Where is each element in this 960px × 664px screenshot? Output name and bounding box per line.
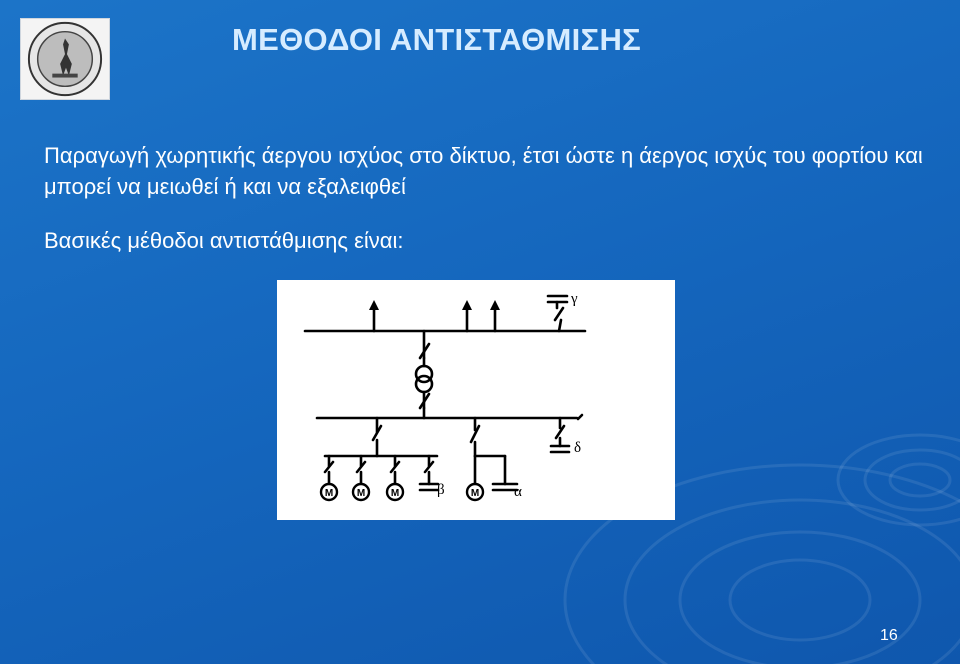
motor-2-label: M (356, 488, 366, 499)
page-number: 16 (880, 627, 898, 644)
intro-paragraph: Παραγωγή χωρητικής άεργου ισχύος στο δίκτυο, έτσι ώστε η άεργος ισχύς του φορτίου και μπορεί να μειωθεί ή και να εξαλειφθεί (44, 143, 923, 199)
motor-4-label: M (470, 488, 480, 499)
label-alpha: α (514, 484, 522, 500)
motor-1-label: M (324, 488, 334, 499)
slide-title: ΜΕΘΟΔΟΙ ΑΝΤΙΣΤΑΘΜΙΣΗΣ (232, 22, 642, 57)
label-beta: β (437, 482, 445, 498)
label-delta: δ (574, 440, 582, 456)
label-gamma: γ (571, 291, 578, 307)
methods-intro: Βασικές μέθοδοι αντιστάθμισης είναι: (44, 228, 404, 253)
motor-3-label: M (390, 488, 400, 499)
compensation-diagram (277, 280, 675, 520)
university-seal-logo (20, 18, 110, 100)
